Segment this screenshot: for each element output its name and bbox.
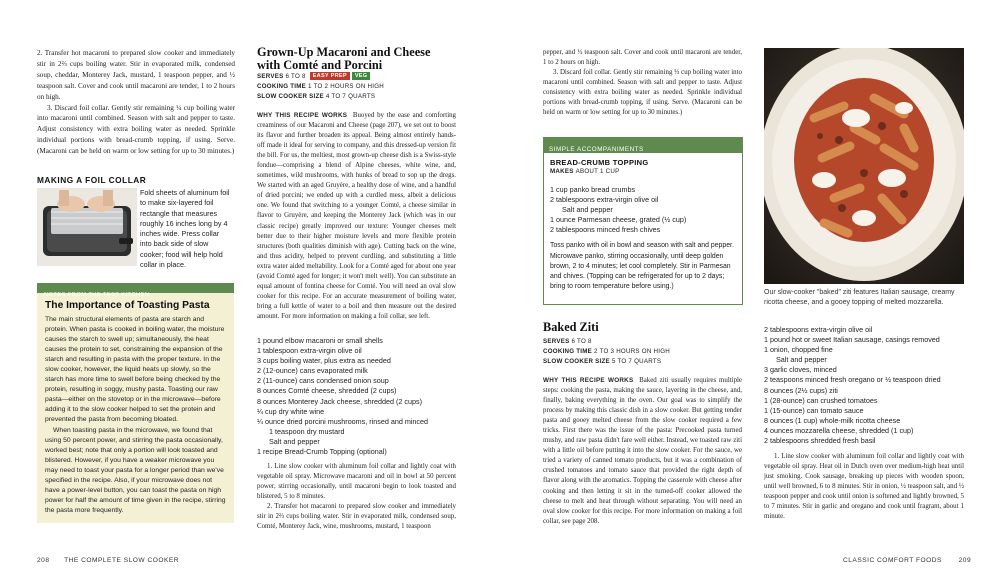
ingredient: Salt and pepper bbox=[562, 205, 613, 215]
serves-value: 6 TO 8 bbox=[285, 73, 306, 80]
left-footer bbox=[37, 557, 179, 564]
ingredient: 1 (15-ounce) can tomato sauce bbox=[764, 405, 864, 415]
test-kitchen-sidebar bbox=[37, 283, 234, 523]
ingredient: 2 tablespoons extra-virgin olive oil bbox=[764, 325, 873, 334]
cooking-time-value: 1 TO 2 HOURS ON HIGH bbox=[308, 83, 384, 90]
page-number-right: 209 bbox=[958, 557, 972, 564]
ingredient: 8 ounces (2½ cups) ziti bbox=[764, 385, 838, 395]
ingredient: 2 tablespoons shredded fresh basil bbox=[764, 436, 876, 446]
ziti-meta bbox=[543, 337, 743, 367]
ingredient: 1 ounce Parmesan cheese, grated (½ cup) bbox=[550, 215, 687, 225]
ziti-why-text: Baked ziti usually requires multiple steps: cooking the pasta, making the sauce, layering in the cheese, and, finally, baking everything in the oven. Our goal was to simplify the process by making this classic dish in a slow cooker. But getting tender pasta and gooey melted cheese from the slow cooker required a few tricks. First there was the issue of the pasta: Precooked pasta turned mushy, and raw pasta didn't fare well either. Instead, we toasted raw ziti with a little oil before putting it into the slow cooker. For the sauce, we tried a variety of canned tomato products, but it was a combination of crushed tomatoes and tomato sauce that provided the right depth of flavor along with the aromatics. Topping the casserole with cheese after cooking and then letting it sit in the turned-off cooker allowed the cheese to melt and heat through without separating. You will need an oval slow cooker for this recipe. For more information on making a foil collar, see page 208. bbox=[543, 377, 742, 525]
right-top-text bbox=[543, 48, 742, 118]
recipe-step-2: 2. Transfer hot macaroni to prepared slow cooker and immediately stir in 2⅔ cups boiling water. Stir in evaporated milk, condensed soup, Comté, Monterey Jack, wine, mushrooms, mustard, 1 teaspoon bbox=[257, 503, 456, 531]
makes-line bbox=[544, 167, 742, 177]
sidebar-body bbox=[37, 311, 234, 516]
ingredient: 8 ounces Monterey Jack cheese, shredded (2 cups) bbox=[257, 396, 423, 406]
ziti-serves-value: 6 TO 8 bbox=[571, 338, 592, 345]
ingredient: 1 tablespoon extra-virgin olive oil bbox=[257, 346, 362, 356]
sidebar-title: The Importance of Toasting Pasta bbox=[45, 300, 210, 311]
recipe-steps bbox=[257, 462, 456, 532]
step-3: 3. Discard foil collar. Gently stir remaining ¼ cup boiling water into macaroni until combined. Season with salt and pepper to taste. Adjust consistency with extra boiling water as needed. Sprinkle individual portions with bread-crumb topping, if using. Serve. (Macaroni can be held on warm or low setting for up to 30 minutes.) bbox=[37, 103, 235, 156]
ingredient: 1 pound hot or sweet Italian sausage, casings removed bbox=[764, 335, 940, 345]
ziti-cooking-label: COOKING TIME bbox=[543, 348, 593, 355]
ziti-size-value: 5 TO 7 QUARTS bbox=[611, 358, 662, 365]
recipe-meta bbox=[257, 72, 457, 102]
photo-caption: Our slow-cooker "baked" ziti features Italian sausage, creamy ricotta cheese, and a gooey topping of melted mozzarella. bbox=[764, 289, 955, 307]
page-number-left: 208 bbox=[37, 557, 50, 564]
bread-crumb-title: BREAD-CRUMB TOPPING bbox=[550, 158, 649, 167]
topping-ingredients bbox=[544, 177, 742, 235]
veg-tag: VEG bbox=[352, 72, 371, 80]
ziti-step-1: 1. Line slow cooker with aluminum foil collar and lightly coat with vegetable oil spray. Heat oil in Dutch oven over medium-high heat until just smoking. Cook sausage, breaking up pieces with wooden spoon, until well browned, 6 to 8 minutes. Stir in onion, ½ teaspoon salt, and ½ teaspoon pepper and cook until onion is softened and lightly browned, 5 to 7 minutes. Stir in garlic and oregano and cook until fragrant, about 1 minute. bbox=[764, 453, 964, 521]
sidebar-label-bar bbox=[37, 283, 234, 298]
why-works-label: WHY THIS RECIPE WORKS bbox=[257, 112, 348, 119]
recipe-title-line-1: Grown-Up Macaroni and Cheese bbox=[257, 45, 431, 59]
slow-cooker-hands-image bbox=[37, 188, 137, 266]
ziti-size-label: SLOW COOKER SIZE bbox=[543, 358, 610, 365]
foil-collar-text: Fold sheets of aluminum foil to make six-layered foil rectangle that measures roughly 16 inches long by 4 inches wide. Press collar into back side of slow cooker; food will help hold collar in place. bbox=[140, 188, 230, 270]
ziti-serves-label: SERVES bbox=[543, 338, 570, 345]
easy-prep-tag: EASY PREP bbox=[310, 72, 350, 80]
ziti-ingredients bbox=[764, 325, 969, 446]
ingredient: Salt and pepper bbox=[776, 355, 827, 365]
foil-collar-heading: MAKING A FOIL COLLAR bbox=[37, 175, 147, 185]
ingredient: 2 (11-ounce) cans condensed onion soup bbox=[257, 376, 389, 386]
recipe-why-works bbox=[257, 111, 456, 322]
accompaniments-header-bar bbox=[544, 138, 742, 153]
ingredient: ¼ cup dry white wine bbox=[257, 406, 325, 416]
ingredient: 1 (28-ounce) can crushed tomatoes bbox=[764, 395, 878, 405]
right-continued-text: pepper, and ½ teaspoon salt. Cover and cook until macaroni are tender, 1 to 2 hours on high. bbox=[543, 49, 742, 67]
left-top-steps bbox=[37, 48, 235, 157]
sidebar-label: NOTES FROM THE TEST KITCHEN bbox=[44, 292, 150, 298]
sidebar-para-2: When toasting pasta in the microwave, we found that using 50 percent power, and stirring the pasta occasionally, worked best; note that only a portion will look toasted and blistered. However, if you have a weaker microwave you may need to toast your pasta for a longer period than we've specified in the recipe. Also, if your microwave does not have a power-level button, you can toast the pasta on high power for half the amount of time given in the recipe, stirring the pasta more frequently. bbox=[45, 426, 226, 514]
step-2: 2. Transfer hot macaroni to prepared slow cooker and immediately stir in 2⅔ cups boiling water. Stir in evaporated milk, condensed soup, cheddar, Monterey Jack, mustard, 1 teaspoon pepper, and ½ teaspoon salt. Cover and cook until macaroni are tender, 1 to 2 hours on high. bbox=[37, 49, 235, 101]
recipe-ingredients bbox=[257, 336, 457, 457]
ingredient: 3 cups boiling water, plus extra as needed bbox=[257, 356, 391, 366]
accompaniments-box bbox=[543, 137, 743, 305]
ingredient: 8 ounces (1 cup) whole-milk ricotta cheese bbox=[764, 415, 901, 425]
ingredient: 4 ounces mozzarella cheese, shredded (1 cup) bbox=[764, 425, 914, 435]
ingredient: ¼ ounce dried porcini mushrooms, rinsed and minced bbox=[257, 416, 428, 426]
foil-collar-photo bbox=[37, 188, 137, 266]
recipe-title-line-2: with Comté and Porcini bbox=[257, 58, 383, 72]
ziti-photo bbox=[764, 48, 964, 284]
ingredient: 2 tablespoons extra-virgin olive oil bbox=[550, 195, 659, 205]
ingredient: 2 teaspoons minced fresh oregano or ½ teaspoon dried bbox=[764, 375, 941, 385]
right-step-3: 3. Discard foil collar. Gently stir remaining ⅓ cup boiling water into macaroni until combined. Season with salt and pepper to taste. Adjust consistency with extra boiling water as needed. Sprinkle individual portions with bread-crumb topping, if using. Serve. (Macaroni can be held on warm or low setting for up to 30 minutes.) bbox=[543, 69, 742, 117]
cooking-time-label: COOKING TIME bbox=[257, 83, 307, 90]
makes-label: MAKES bbox=[550, 168, 574, 175]
serves-label: SERVES bbox=[257, 73, 284, 80]
ingredient: Salt and pepper bbox=[269, 436, 320, 446]
chapter-title: CLASSIC COMFORT FOODS bbox=[843, 557, 942, 564]
ingredient: 2 tablespoons minced fresh chives bbox=[550, 225, 661, 235]
ingredient: 8 ounces Comté cheese, shredded (2 cups) bbox=[257, 386, 397, 396]
why-works-text: Buoyed by the ease and comforting creaminess of our Macaroni and Cheese (page 207), we set out to boost its flavor and further broaden its appeal. Being almost entirely hands-off made it ideal for serving to company, and this dressed-up version fit the bill. For us, the meltiest, most grown-up cheese dish is a Swiss-style fondue—comprising a blend of Alpine cheeses, white wine, and, sometimes, wild mushrooms, with hunks of bread to sop up the dregs. We started with an aged Gruyère, a healthy dose of wine, and a handful of dried porcini; we ended up with a curdled mess, albeit a delicious one. We found that switching to a younger Comté, a cheese similar in flavor to Gruyère, and keeping the Monterey Jack (which was in our classic recipe) greatly improved our texture: Younger cheeses melt better due to their higher moisture levels and more flexible protein structures (both qualities diminish with age). Cutting back on the wine, and thus acidity, helped to prevent curdling, and substituting a little extra water aided meltability. Look for a Comté aged for about one year (avoid Comté aged for longer; it won't melt well). You can substitute an equal amount of fontina cheese for Comté. You will need an oval slow cooker for this recipe. For an accurate measurement of boiling water, bring a full kettle of water to a boil and then measure out the desired amount. For more information on making a foil collar, see left. bbox=[257, 112, 457, 320]
baked-ziti-image bbox=[764, 48, 964, 284]
ingredient: 1 recipe Bread-Crumb Topping (optional) bbox=[257, 447, 387, 457]
ingredient: 1 onion, chopped fine bbox=[764, 345, 833, 355]
recipe-title bbox=[257, 46, 430, 72]
ziti-title: Baked Ziti bbox=[543, 320, 599, 334]
ziti-why-works bbox=[543, 376, 742, 527]
recipe-step-1: 1. Line slow cooker with aluminum foil collar and lightly coat with vegetable oil spray. Microwave macaroni and oil in bowl at 50 percent power, stirring occasionally, until macaroni begin to look toasted and blistered, 5 to 8 minutes. bbox=[257, 463, 456, 501]
ziti-why-label: WHY THIS RECIPE WORKS bbox=[543, 377, 634, 384]
sidebar-para-1: The main structural elements of pasta are starch and protein. When pasta is cooked in boiling water, the moisture causes the starch to swell up; simultaneously, the heat causes the protein to set, constraining the expansion of the starch and resulting in pasta with the proper texture. In the slow cooker, however, the liquid heats up slowly, so the starch has more time to swell before being checked by the protein, resulting in soggy, mushy pasta. Toasting our raw pasta—either on the stovetop or in the microwave—before adding it to the slow cooker helped to set the protein and prevented the pasta from becoming bloated. bbox=[45, 316, 225, 424]
cooker-size-value: 4 TO 7 QUARTS bbox=[325, 93, 376, 100]
ingredient: 2 (12-ounce) cans evaporated milk bbox=[257, 366, 368, 376]
ziti-cooking-value: 2 TO 3 HOURS ON HIGH bbox=[594, 348, 670, 355]
ingredient: 3 garlic cloves, minced bbox=[764, 365, 837, 375]
right-footer bbox=[843, 557, 971, 564]
accompaniments-header: SIMPLE ACCOMPANIMENTS bbox=[549, 146, 644, 153]
topping-method: Toss panko with oil in bowl and season with salt and pepper. Microwave panko, stirring occasionally, until deep golden brown, 2 to 4 minutes; let cool completely. Stir in Parmesan and chives. (Topping can be refrigerated for up to 2 days; bring to room temperature before using.) bbox=[550, 242, 734, 290]
book-title: THE COMPLETE SLOW COOKER bbox=[64, 557, 180, 564]
makes-value: ABOUT 1 CUP bbox=[575, 168, 620, 175]
cooker-size-label: SLOW COOKER SIZE bbox=[257, 93, 324, 100]
ingredient: 1 pound elbow macaroni or small shells bbox=[257, 336, 383, 345]
ingredient: 1 cup panko bread crumbs bbox=[550, 185, 636, 194]
ingredient: 1 teaspoon dry mustard bbox=[269, 426, 345, 436]
